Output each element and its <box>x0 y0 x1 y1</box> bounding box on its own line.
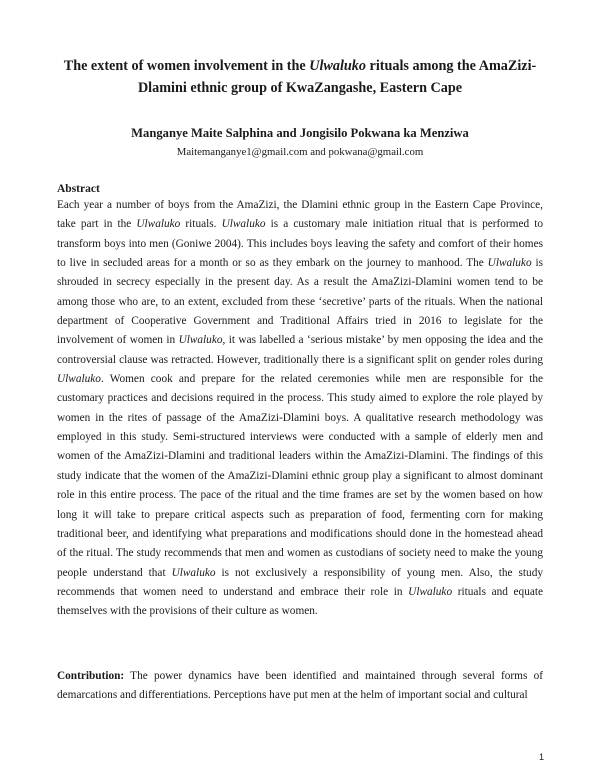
title-italic-term: Ulwaluko <box>309 58 366 74</box>
author-list: Manganye Maite Salphina and Jongisilo Pokwana ka Menziwa <box>131 126 469 140</box>
abstract-italic-term: Ulwaluko <box>171 566 216 579</box>
abstract-text: , it was labelled a ‘serious mistake’ by men opposing the idea and the controversial clause was retracted. However, traditionally there is a significant split on gender roles during <box>57 334 543 366</box>
contribution-text: The power dynamics have been identified and maintained through several forms of demarcations and differentiations. Perceptions have put men at the helm of important social and cultural <box>57 670 543 702</box>
abstract-text: is not exclusively a responsibility of young men. Also, the study recommends that women need to understand and embrace their role in <box>57 566 544 598</box>
author-emails: Maitemanganye1@gmail.com and pokwana@gmail.com <box>176 146 424 158</box>
abstract-text: rituals and equate themselves with the provisions of their culture as women. <box>57 585 544 618</box>
abstract-italic-term: Ulwaluko <box>221 218 266 231</box>
contribution-paragraph <box>57 667 543 706</box>
abstract-italic-term: Ulwaluko <box>136 218 181 231</box>
title-part-2: rituals among the AmaZizi-Dlamini ethnic group of KwaZangashe, Eastern Cape <box>137 58 537 96</box>
abstract-italic-term: Ulwaluko <box>57 373 101 386</box>
abstract-italic-term: Ulwaluko <box>408 585 453 598</box>
contribution-label: Contribution: <box>57 670 125 682</box>
abstract-text: is shrouded in secrecy especially in the present day. As a result the AmaZizi-Dlamini women tend to be among those who are, to an extent, excluded from these ‘secretive’ parts of the rituals. When the national department of Cooperative Government and Traditional Affairs tried in 2016 to legislate for the involvement of women in <box>57 257 543 347</box>
abstract-italic-term: Ulwaluko <box>178 334 223 347</box>
abstract-text: is a customary male initiation ritual that is performed to transform boys into men (Goniwe 2004). This includes boys leaving the safety and comfort of their homes to live in secluded areas for a month or so as they embark on the journey to manhood. The <box>57 218 544 270</box>
abstract-italic-term: Ulwaluko <box>487 257 532 270</box>
abstract-text: Each year a number of boys from the AmaZizi, the Dlamini ethnic group in the Eastern Cape Province, take part in the <box>57 199 543 231</box>
abstract-text: . Women cook and prepare for the related ceremonies while men are responsible for the customary practices and decisions required in the process. This study aimed to explore the role played by women in the rites of passage of the AmaZizi-Dlamini boys. A qualitative research methodology was employed in this study. Semi-structured interviews were conducted with a sample of elderly men and women of the AmaZizi-Dlamini and traditional leaders within the AmaZizi-Dlamini. The findings of this study indicate that the women of the AmaZizi-Dlamini ethnic group play a significant to almost dominant role in this entire process. The pace of the ritual and the time frames are set by the women based on how long it will take to prepare critical aspects such as preparation of food, fermenting corn for making traditional beer, and identifying what preparations and modifications should done in the homestead ahead of the ritual. The study recommends that men and women as custodians of society need to make the young people understand that <box>57 373 543 579</box>
abstract-text: rituals. <box>180 218 222 231</box>
page-number: 1 <box>538 752 544 762</box>
abstract-body <box>57 196 543 622</box>
paper-title <box>60 55 540 99</box>
abstract-heading: Abstract <box>57 183 100 195</box>
title-part-1: The extent of women involvement in the <box>63 58 310 74</box>
